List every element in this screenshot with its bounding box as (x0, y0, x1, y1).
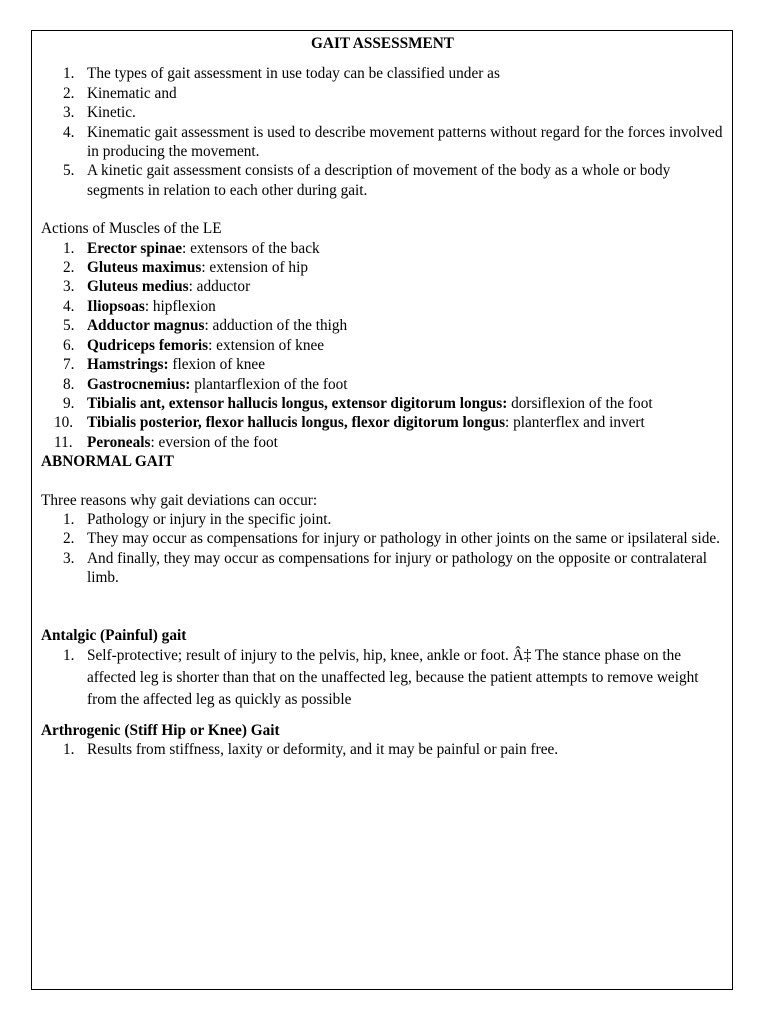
intro-list (41, 64, 724, 200)
list-item: 2. Gluteus maximus: extension of hip (63, 259, 308, 277)
list-item: 2. They may occur as compensations for injury or pathology in other joints on the same or ipsilateral side. (63, 530, 720, 548)
reasons-heading: Three reasons why gait deviations can occur: (41, 491, 318, 509)
muscles-list (41, 239, 724, 452)
muscles-heading: Actions of Muscles of the LE (41, 220, 222, 238)
list-item: 4. Iliopsoas: hipflexion (63, 297, 216, 315)
list-item: 11. Peroneals: eversion of the foot (54, 433, 278, 451)
list-item: 7. Hamstrings: flexion of knee (63, 356, 266, 374)
reasons-list (41, 510, 724, 588)
list-item: 10. Tibialis posterior, flexor hallucis longus, flexor digitorum longus: planterflex and invert (54, 414, 645, 432)
list-item: 1. Results from stiffness, laxity or deformity, and it may be painful or pain free. (63, 741, 559, 759)
document-title: GAIT ASSESSMENT (311, 35, 454, 52)
document-frame (31, 30, 733, 990)
list-item: 2. Kinematic and (63, 84, 177, 102)
list-item: 1. Erector spinae: extensors of the back (63, 239, 320, 257)
list-item: 4. Kinematic gait assessment is used to describe movement patterns without regard for the forces involved in producing the movement. (63, 123, 723, 161)
list-item: 1. Pathology or injury in the specific joint. (63, 510, 332, 528)
document-content (41, 34, 724, 760)
list-item: 6. Qudriceps femoris: extension of knee (63, 336, 325, 354)
list-item: 3. And finally, they may occur as compensations for injury or pathology on the opposite or contralateral limb. (63, 549, 708, 587)
list-item: 9. Tibialis ant, extensor hallucis longus, extensor digitorum longus: dorsiflexion of the foot (63, 394, 653, 412)
arthrogenic-list (41, 740, 724, 759)
abnormal-gait-heading: ABNORMAL GAIT (41, 453, 175, 471)
list-item: 3. Kinetic. (63, 104, 136, 122)
arthrogenic-heading: Arthrogenic (Stiff Hip or Knee) Gait (41, 721, 280, 739)
list-item: 8. Gastrocnemius: plantarflexion of the foot (63, 375, 348, 393)
antalgic-heading: Antalgic (Painful) gait (41, 626, 187, 644)
list-item: 3. Gluteus medius: adductor (63, 278, 251, 296)
list-item: 1. Self-protective; result of injury to the pelvis, hip, knee, ankle or foot. Â‡ The stance phase on the affected leg is shorter than that on the unaffected leg, because the patient attempts to remove weight from the affected leg as quickly as possible (63, 646, 699, 708)
list-item: 5. A kinetic gait assessment consists of a description of movement of the body as a whole or body segments in relation to each other during gait. (63, 162, 671, 199)
list-item: 1. The types of gait assessment in use today can be classified under as (63, 65, 500, 83)
list-item: 5. Adductor magnus: adduction of the thigh (63, 317, 348, 335)
antalgic-list (41, 645, 724, 711)
